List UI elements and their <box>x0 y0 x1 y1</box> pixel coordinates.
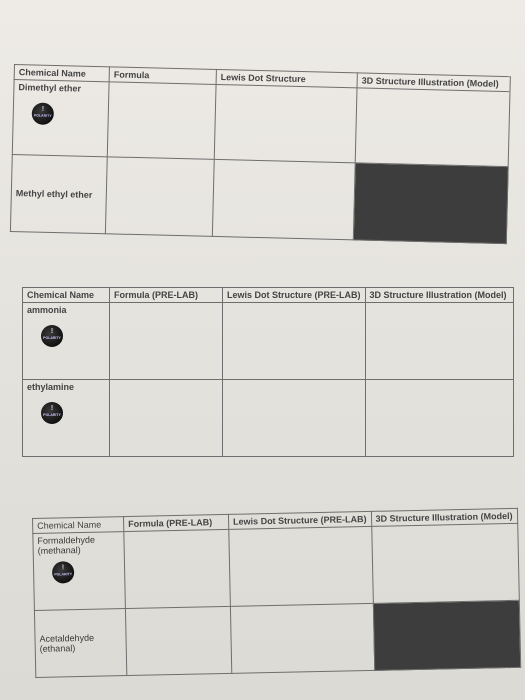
chemical-name: ammonia <box>27 305 67 315</box>
chemical-name-primary: Acetaldehyde <box>39 632 95 644</box>
header-lewis-dot-structure: Lewis Dot Structure (PRE-LAB) <box>228 511 371 529</box>
amine-table <box>22 287 514 457</box>
header-chemical-name: Chemical Name <box>33 517 124 534</box>
table-header-row <box>23 288 514 303</box>
chemical-name: ethylamine <box>27 382 75 392</box>
table-row <box>23 303 514 380</box>
chemical-name-alternate: (methanal) <box>37 544 81 556</box>
lewis-structure-cell[interactable] <box>229 526 373 606</box>
header-3d-structure: 3D Structure Illustration (Model) <box>371 508 517 526</box>
table-row <box>23 380 514 457</box>
lewis-structure-cell[interactable] <box>212 159 355 239</box>
formula-cell[interactable] <box>110 380 223 457</box>
header-chemical-name: Chemical Name <box>14 65 109 82</box>
lewis-structure-cell[interactable] <box>230 603 374 673</box>
chemical-name: Methyl ethyl ether <box>15 188 93 200</box>
formula-cell[interactable] <box>125 606 231 675</box>
chemical-name <box>39 632 121 654</box>
table-row <box>34 600 520 677</box>
model-illustration-cell[interactable] <box>365 380 513 457</box>
ether-table <box>10 64 511 244</box>
chemical-name-primary: Formaldehyde <box>37 534 96 546</box>
polarity-icon: ! POLARITY <box>32 102 55 125</box>
chemical-name <box>37 534 119 556</box>
model-illustration-cell[interactable] <box>365 303 513 380</box>
model-illustration-cell-shaded <box>353 163 508 244</box>
aldehyde-table <box>32 508 521 678</box>
header-lewis-dot-structure: Lewis Dot Structure (PRE-LAB) <box>223 288 366 303</box>
lewis-structure-cell[interactable] <box>223 303 366 380</box>
polarity-icon: ! POLARITY <box>41 325 63 347</box>
header-formula: Formula <box>109 67 216 85</box>
chemical-name: Dimethyl ether <box>18 82 82 94</box>
header-formula: Formula (PRE-LAB) <box>110 288 223 303</box>
chemical-name-cell <box>10 154 107 233</box>
polarity-icon: ! POLARITY <box>41 402 63 424</box>
formula-cell[interactable] <box>124 529 231 608</box>
header-3d-structure: 3D Structure Illustration (Model) <box>365 288 513 303</box>
chemical-name-cell <box>23 303 110 380</box>
header-3d-structure: 3D Structure Illustration (Model) <box>357 73 510 92</box>
chemical-name-cell <box>23 380 110 457</box>
formula-cell[interactable] <box>110 303 223 380</box>
header-lewis-dot-structure: Lewis Dot Structure <box>216 69 357 87</box>
chemical-name-cell <box>12 80 109 157</box>
chemical-name-cell <box>34 609 126 678</box>
formula-cell[interactable] <box>107 82 216 160</box>
chemical-name-alternate: (ethanal) <box>39 643 76 654</box>
lewis-structure-cell[interactable] <box>223 380 366 457</box>
model-illustration-cell[interactable] <box>371 523 519 603</box>
table-row <box>33 523 519 610</box>
model-illustration-cell-shaded <box>373 600 520 670</box>
table-row <box>10 154 508 243</box>
table-row <box>12 80 510 167</box>
header-chemical-name: Chemical Name <box>23 288 110 303</box>
lewis-structure-cell[interactable] <box>214 84 357 162</box>
chemical-name-cell <box>33 532 126 611</box>
formula-cell[interactable] <box>105 157 214 237</box>
model-illustration-cell[interactable] <box>355 88 510 167</box>
polarity-icon: ! POLARITY <box>52 561 74 583</box>
header-formula: Formula (PRE-LAB) <box>123 514 228 531</box>
